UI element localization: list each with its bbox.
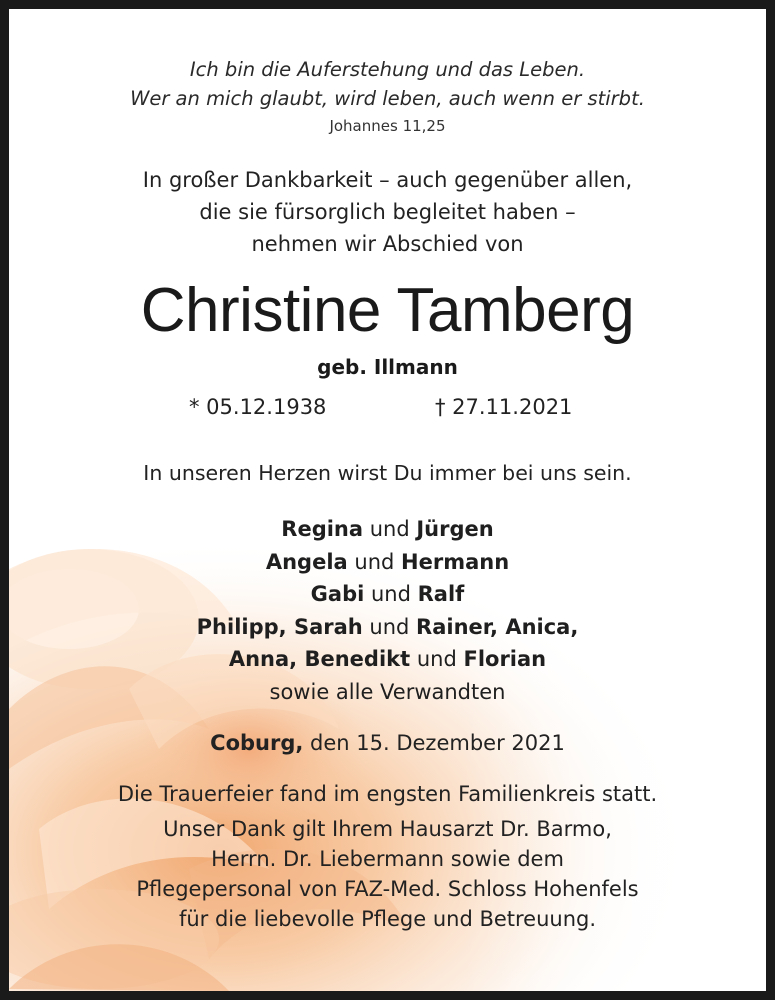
thanks-line-3: Pflegepersonal von FAZ-Med. Schloss Hohenfels xyxy=(136,877,639,901)
place-date-line xyxy=(9,731,766,755)
date: den 15. Dezember 2021 xyxy=(303,731,565,755)
birth-date: * 05.12.1938 xyxy=(189,395,327,419)
place: Coburg, xyxy=(210,731,304,755)
family-line xyxy=(9,611,766,644)
family-member-name: Anna, Benedikt xyxy=(228,647,411,671)
family-member-name: Philipp, Sarah xyxy=(196,614,363,639)
bible-verse-line-2: Wer an mich glaubt, wird leben, auch wenn er stirbt. xyxy=(130,87,645,110)
family-line xyxy=(9,643,766,676)
family-member-name: Angela xyxy=(265,549,348,574)
family-connector: und xyxy=(364,582,418,606)
family-member-name: Florian xyxy=(463,647,547,671)
bible-verse-line-1: Ich bin die Auferstehung und das Leben. xyxy=(189,58,586,81)
deceased-name: Christine Tamberg xyxy=(140,276,635,345)
family-member-name: Gabi xyxy=(310,582,365,606)
intro-line-3: nehmen wir Abschied von xyxy=(251,232,524,256)
intro-line-2: die sie fürsorglich begleitet haben – xyxy=(199,200,576,224)
funeral-note: Die Trauerfeier fand im engsten Familienkreis statt. xyxy=(117,782,658,806)
thanks-line-2: Herrn. Dr. Liebermann sowie dem xyxy=(211,847,564,871)
family-member-name: Jürgen xyxy=(416,517,494,541)
family-connector: und xyxy=(347,549,402,574)
family-line xyxy=(9,578,766,611)
family-connector: und xyxy=(363,517,417,541)
family-member-name: Rainer, Anica, xyxy=(416,614,579,639)
intro-line-1: In großer Dankbarkeit – auch gegenüber allen, xyxy=(142,168,633,192)
thanks-line-1: Unser Dank gilt Ihrem Hausarzt Dr. Barmo, xyxy=(163,817,612,841)
death-date: † 27.11.2021 xyxy=(435,395,573,419)
family-list xyxy=(9,513,766,708)
family-member-name: Ralf xyxy=(417,582,465,606)
family-connector: und xyxy=(362,614,417,639)
farewell-line: In unseren Herzen wirst Du immer bei uns sein. xyxy=(143,461,632,485)
family-connector: und xyxy=(410,647,464,671)
verse-source: Johannes 11,25 xyxy=(329,117,446,135)
family-member-name: Regina xyxy=(281,517,364,541)
family-line xyxy=(9,546,766,579)
family-member-name: Hermann xyxy=(401,549,510,574)
thanks-line-4: für die liebevolle Pflege und Betreuung. xyxy=(178,907,597,931)
family-line xyxy=(9,676,766,709)
family-connector: sowie alle Verwandten xyxy=(269,679,506,704)
family-line xyxy=(9,513,766,546)
birth-name: geb. Illmann xyxy=(317,355,458,379)
